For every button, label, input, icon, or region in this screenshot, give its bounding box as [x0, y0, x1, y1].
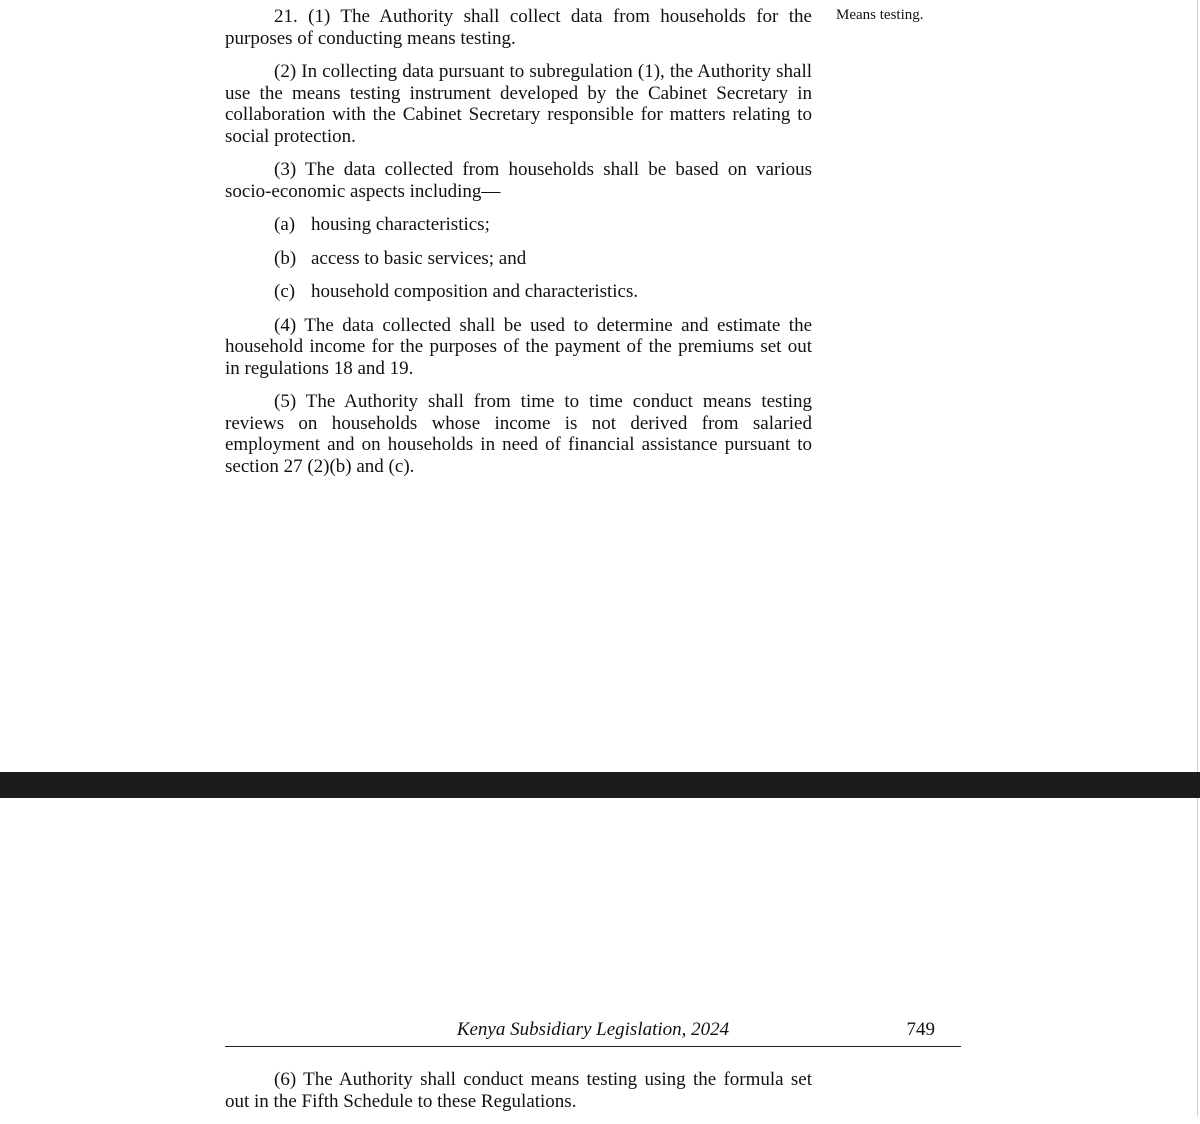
list-item-label: (a) — [274, 214, 296, 235]
list-item-label: (b) — [274, 247, 297, 269]
list-item-text: housing characteristics; — [311, 214, 490, 235]
list-item-label: (c) — [274, 281, 296, 302]
margin-note: Means testing. — [836, 7, 924, 23]
paragraph-21-2: (2) In collecting data pursuant to subregulation (1), the Authority shall use the means testing instrument developed by the Cabinet Secretary in collaboration with the Cabinet Secretary responsible for matters relating to social protection. — [225, 61, 812, 147]
list-item-text: household composition and characteristics. — [311, 281, 639, 302]
list-item-a — [274, 214, 812, 236]
paragraph-21-4: (4) The data collected shall be used to determine and estimate the household income for the purposes of the payment of the premiums set out in regulations 18 and 19. — [225, 314, 812, 379]
paragraph-21-5: (5) The Authority shall from time to time conduct means testing reviews on households whose income is not derived from salaried employment and on households in need of financial assistance pursuant to section 27 (2)(b) and (c). — [225, 391, 812, 477]
running-title: Kenya Subsidiary Legislation, 2024 — [456, 1019, 730, 1040]
paragraph-21-6: (6) The Authority shall conduct means testing using the formula set out in the Fifth Schedule to these Regulations. — [225, 1069, 812, 1112]
page-number: 749 — [906, 1019, 935, 1040]
running-header — [225, 1019, 961, 1047]
list-item-text: access to basic services; and — [311, 247, 527, 269]
page-edge — [1197, 0, 1198, 772]
paragraph-21-3: (3) The data collected from households shall be based on various socio-economic aspects including— — [225, 159, 812, 202]
list-item-b — [274, 248, 812, 270]
page-edge — [1197, 798, 1198, 1116]
page-separator — [0, 772, 1200, 798]
list-item-c — [274, 281, 812, 303]
regulation-21-text — [225, 6, 812, 489]
paragraph-21-1: 21. (1) The Authority shall collect data from households for the purposes of conducting means testing. — [225, 6, 812, 49]
